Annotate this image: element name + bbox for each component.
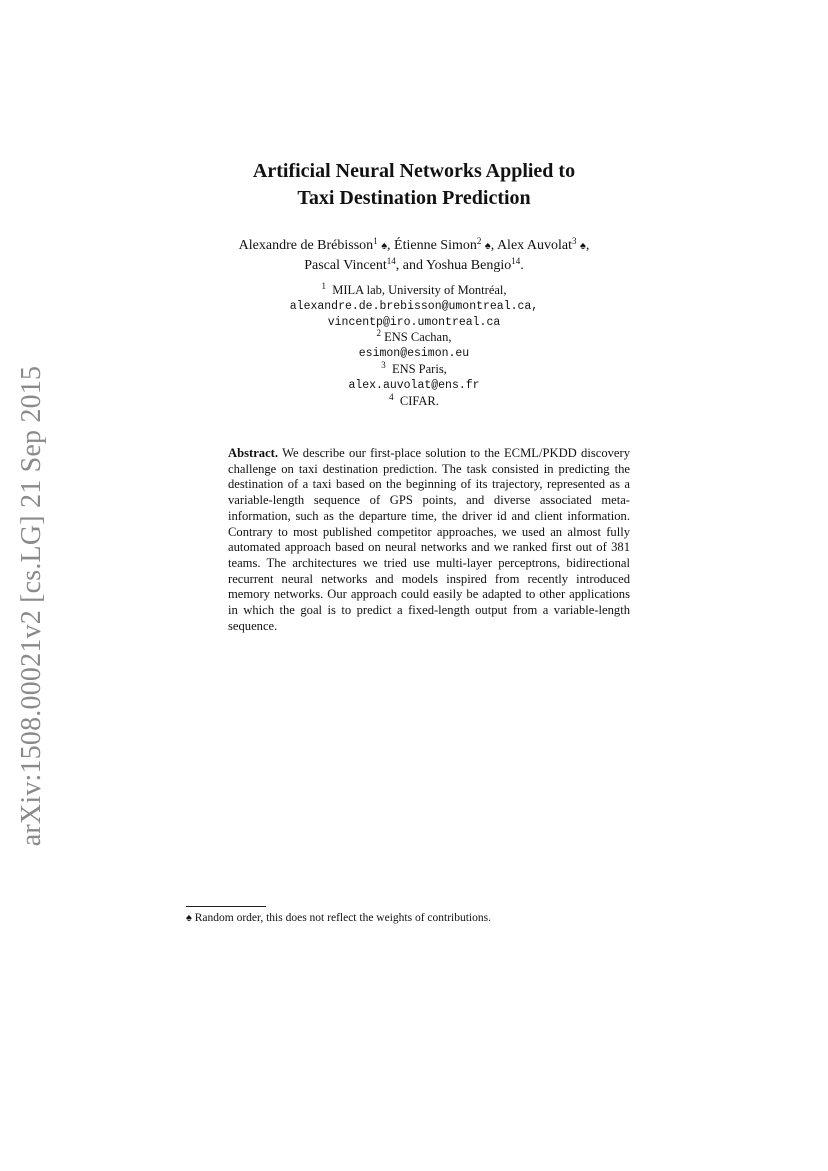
author-list [0,236,828,275]
spade-icon: ♠ [381,240,388,252]
affiliation-email: alexandre.de.brebisson@umontreal.ca, [289,299,539,313]
author-name: Alex Auvolat [496,238,572,253]
author-line-1: Alexandre de Brébisson$^1$ ♠, Étienne Simon$^2$ ♠, Alex Auvolat$^3$ ♠, [238,236,590,253]
affiliation-name: $^4$ CIFAR. [389,391,439,408]
title-line-1: Artificial Neural Networks Applied to [252,160,576,182]
spade-icon: ♠ [484,240,491,252]
author-name: Yoshua Bengio [425,258,512,273]
affiliation-number: 1 [321,281,326,291]
arxiv-identifier: arXiv:1508.00021v2 [cs.LG] 21 Sep 2015 [16,365,47,847]
arxiv-stamp [14,366,50,846]
abstract-text: We describe our first-place solution to the ECML/PKDD discovery challenge on taxi destination prediction. The task consisted in predicting the destination of a taxi based on the beginning of its trajectory, represented as a variable-length sequence of GPS points, and diverse associated meta-information, such as the departure time, the driver id and client information. Contrary to most published competitor approaches, we used an almost fully automated approach based on neural networks and we ranked first out of 381 teams. The architectures we tried use multi-layer perceptrons, bidirectional recurrent neural networks and models inspired from recently introduced memory networks. Our approach could easily be adapted to other applications in which the goal is to predict a fixed-length output from a variable-length sequence. [228,446,630,633]
author-affil-sup: 1 [373,236,378,246]
affiliation-number: 2 [376,328,381,339]
footnote-divider [186,906,266,907]
author-affil-sup: 14 [511,256,521,266]
abstract-label: Abstract. [228,446,279,460]
abstract [228,446,630,634]
affiliation-email: vincentp@iro.umontreal.ca [327,315,501,329]
author-affil-sup: 14 [386,256,396,266]
title-line-2: Taxi Destination Prediction [297,187,531,209]
affiliation-number: 3 [381,359,386,370]
paper-title [0,158,828,212]
spade-icon: ♠ [186,912,192,924]
author-line-2: Pascal Vincent$^{14}$, and Yoshua Bengio$^{14}$. [304,256,524,273]
author-name: Étienne Simon [394,238,477,253]
affiliation-name: $^2$ ENS Cachan, [376,328,452,345]
author-conjunction: and [402,258,423,273]
footnote-text: Random order, this does not reflect the weights of contributions. [194,912,491,924]
author-affil-sup: 2 [476,236,482,246]
affiliations [0,283,828,409]
affiliation-email: esimon@esimon.eu [358,347,470,361]
author-name: Pascal Vincent [304,258,387,273]
affiliation-name: $^3$ ENS Paris, [381,359,447,376]
author-affil-sup: 3 [571,236,577,246]
affiliation-email: alex.auvolat@ens.fr [348,378,480,392]
author-name: Alexandre de Brébisson [238,238,374,253]
affiliation-name: $^1$ MILA lab, University of Montréal, [321,281,507,297]
footnote [186,911,646,926]
affiliation-number: 4 [389,391,394,402]
spade-icon: ♠ [579,240,586,252]
